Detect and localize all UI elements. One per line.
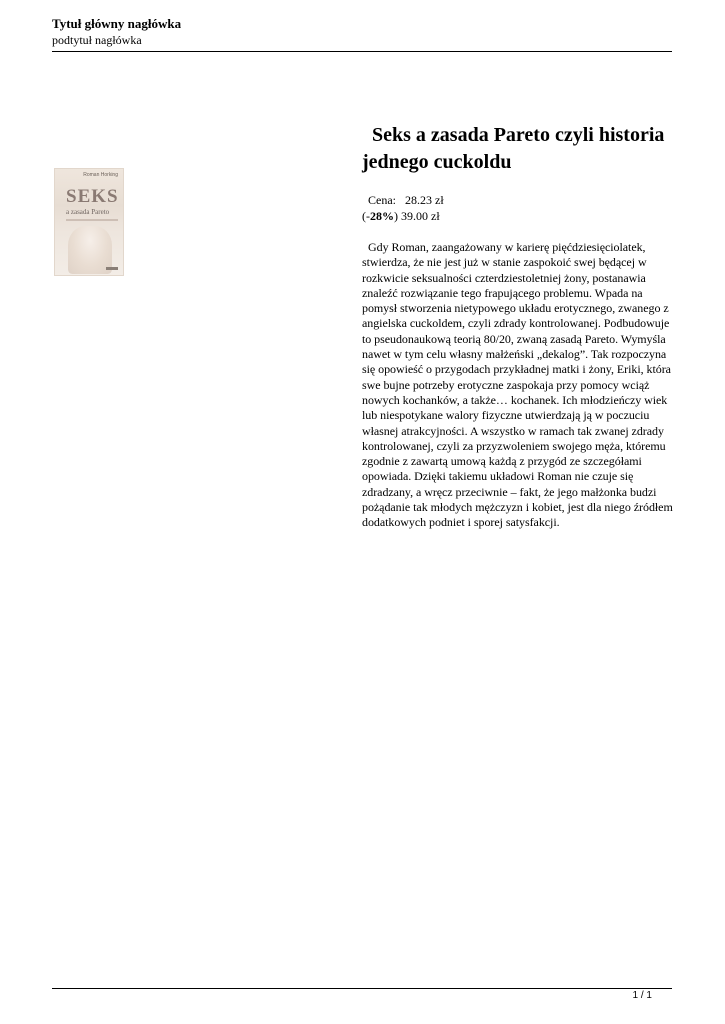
price-line (362, 192, 675, 208)
old-price: 39.00 zł (401, 209, 440, 223)
cover-title: SEKS (66, 186, 119, 207)
book-description: Gdy Roman, zaangażowany w karierę pięćdziesięciolatek, stwierdza, że nie jest już w stanie zaspokoić swej będącej w rozkwicie seksualności czterdziestoletniej żony, postanawia znaleźć rozwiązanie tego frapującego problemu. Wpada na pomysł stworzenia nietypowego układu erotycznego, zwanego z angielska cuckoldem, czyli zdrady kontrolowanej. Podbudowuje to pseudonaukową teorią 80/20, zwaną zasadą Pareto. Wymyśla nawet w tym celu własny małżeński „dekalog”. Tak rozpoczyna się opowieść o przygodach przykładnej matki i żony, Eriki, która swe bujne potrzeby erotyczne zaspokaja przy pomocy wciąż nowych kochanków, a także… kochanek. Ich młodzieńczy wiek lub niespotykane walory fizyczne utwierdzają ją w poczuciu własnej atrakcyjności. A wszystko w ramach tak zwanej zdrady kontrolowanej, czyli za przyzwoleniem swojego męża, któremu zgodnie z zawartą umową każdą z przygód ze szczegółami opowiada. Dzięki takiemu układowi Roman nie czuje się zdradzany, a wręcz przeciwnie – fakt, że jego małżonka budzi pożądanie tak młodych mężczyzn i kobiet, jest dla niego źródłem dodatkowych podniet i sporej satysfakcji. (362, 240, 673, 530)
header-divider (52, 51, 672, 52)
discount-line (362, 208, 675, 224)
footer-divider (52, 988, 672, 989)
book-cover-image (54, 168, 124, 276)
cover-tagline (66, 219, 118, 221)
price-label: Cena: (368, 193, 396, 207)
cover-author: Roman Horking (83, 172, 118, 178)
cover-publisher-logo (106, 267, 118, 270)
discount-open: (- (362, 209, 370, 223)
price-block (362, 192, 675, 224)
product-details (362, 122, 675, 531)
book-title: Seks a zasada Pareto czyli historia jednego cuckoldu (362, 124, 665, 173)
discount-percent: 28% (370, 209, 394, 223)
header-title: Tytuł główny nagłówka (52, 16, 182, 31)
page-header (52, 15, 672, 48)
header-subtitle: podtytuł nagłówka (52, 33, 142, 47)
price-value: 28.23 zł (405, 193, 444, 207)
cover-subtitle: a zasada Pareto (66, 208, 110, 216)
discount-close: ) (394, 209, 398, 223)
page-number: 1 / 1 (632, 990, 652, 1001)
